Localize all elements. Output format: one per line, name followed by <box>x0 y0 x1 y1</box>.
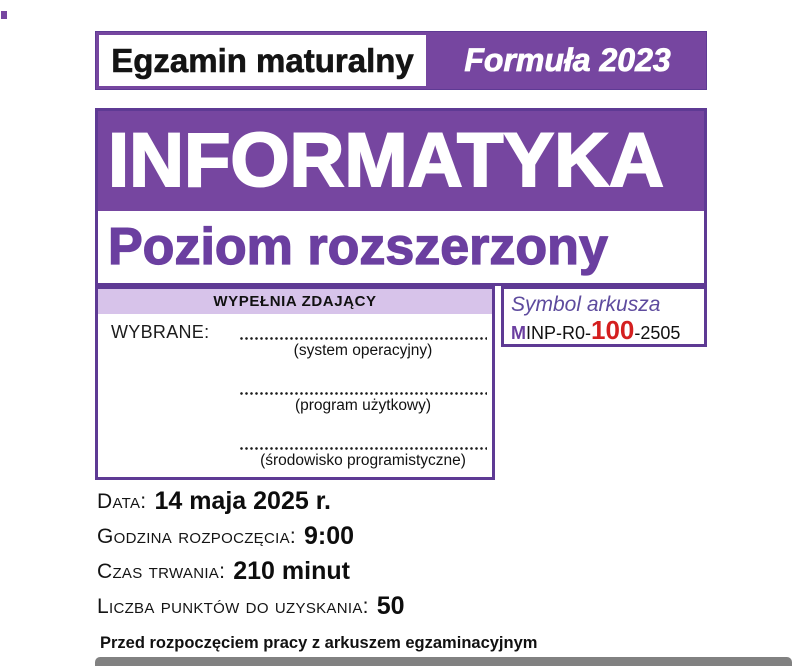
field-caption-application-program: (program użytkowy) <box>294 397 432 414</box>
duration-label: Czas trwania: <box>97 559 226 583</box>
pre-exam-instructions-heading: Przed rozpoczęciem pracy z arkuszem egzaminacyjnym <box>100 634 538 652</box>
exam-date-value: 14 maja 2025 r. <box>154 487 331 515</box>
start-time-row <box>97 519 737 554</box>
write-line-application-program <box>239 388 487 396</box>
exam-details <box>97 484 737 624</box>
code-tail: -2505 <box>634 323 681 343</box>
fill-fields <box>239 314 487 470</box>
write-line-programming-environment <box>239 443 487 451</box>
write-line-operating-system <box>239 333 487 341</box>
code-prefix-m: M <box>511 323 526 343</box>
sheet-symbol-title: Symbol arkusza <box>511 293 661 316</box>
code-number: 100 <box>591 315 635 345</box>
level-strip <box>98 211 704 283</box>
exam-date-row <box>97 484 737 519</box>
field-caption-programming-environment: (środowisko programistyczne) <box>260 452 466 469</box>
start-time-label: Godzina rozpoczęcia: <box>97 524 297 548</box>
code-mid: INP-R0- <box>526 323 592 343</box>
sheet-symbol-code <box>511 317 697 346</box>
formula-label: Formuła 2023 <box>464 42 671 78</box>
page-bottom-bar <box>95 657 792 666</box>
field-caption-operating-system: (system operacyjny) <box>293 342 433 359</box>
subject-strip <box>98 111 704 211</box>
subject-title: INFORMATYKA <box>108 118 664 203</box>
subject-box <box>95 108 707 286</box>
page-corner-mark <box>1 11 7 19</box>
max-points-row <box>97 589 737 624</box>
exam-date-label: Data: <box>97 489 147 513</box>
max-points-label: Liczba punktów do uzyskania: <box>97 594 369 618</box>
max-points-value: 50 <box>376 592 405 620</box>
start-time-value: 9:00 <box>304 522 355 550</box>
candidate-fill-box <box>95 286 495 480</box>
field-operating-system <box>239 333 487 360</box>
exam-type-box <box>99 35 426 86</box>
exam-type-label: Egzamin maturalny <box>111 41 414 79</box>
level-title: Poziom rozszerzony <box>108 218 608 276</box>
sheet-symbol-box <box>501 286 707 347</box>
exam-banner <box>95 31 707 90</box>
field-programming-environment <box>239 443 487 470</box>
duration-row <box>97 554 737 589</box>
duration-value: 210 minut <box>233 557 350 585</box>
field-application-program <box>239 388 487 415</box>
fill-box-header: WYPEŁNIA ZDAJĄCY <box>98 289 492 314</box>
selected-label: WYBRANE: <box>111 322 210 342</box>
